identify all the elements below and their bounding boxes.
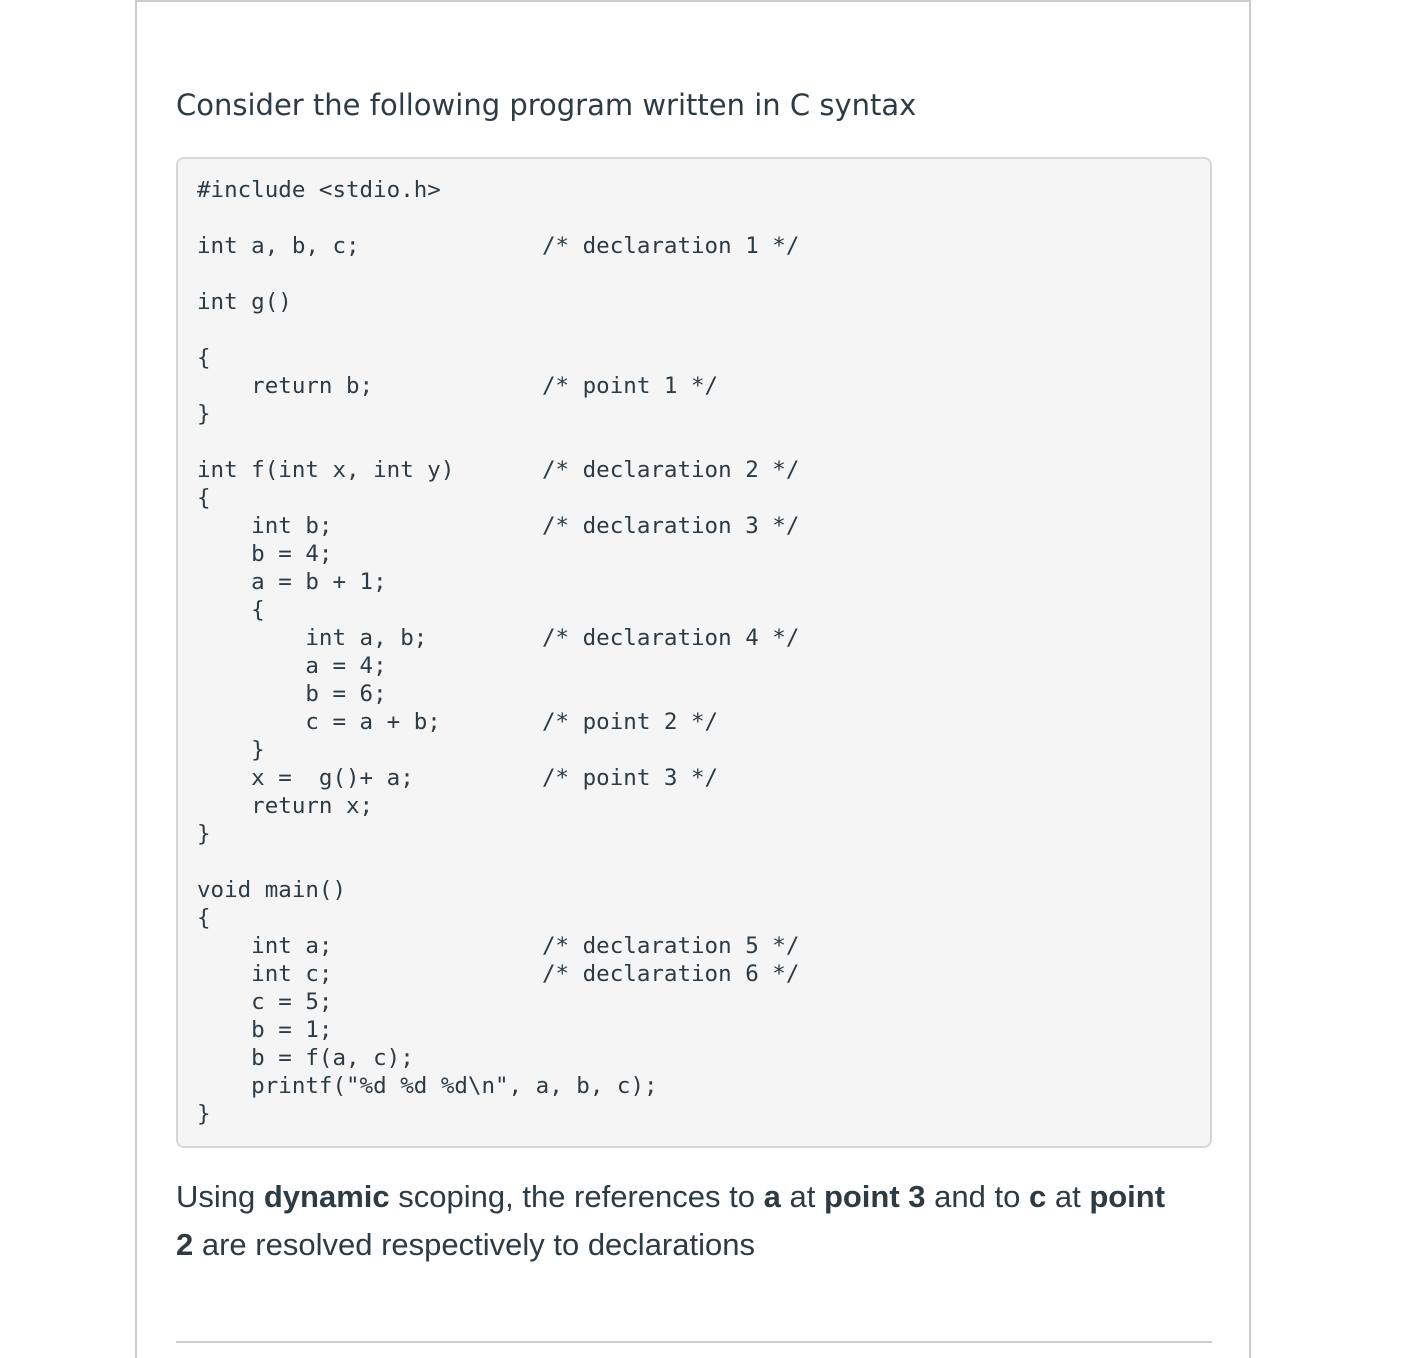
- code-comment: /* declaration 4 */: [542, 625, 800, 651]
- code-line: {: [197, 597, 265, 623]
- code-comment: /* point 2 */: [542, 709, 719, 735]
- code-line: x = g()+ a;: [197, 765, 414, 791]
- code-line: {: [197, 345, 211, 371]
- code-line: b = 1;: [197, 1017, 333, 1043]
- code-line: int g(): [197, 289, 292, 315]
- code-line: }: [197, 401, 211, 427]
- code-line: a = 4;: [197, 653, 387, 679]
- code-line: a = b + 1;: [197, 569, 387, 595]
- question-emphasis: point 3: [823, 1179, 926, 1214]
- code-comment: /* declaration 6 */: [542, 961, 800, 987]
- code-line: #include <stdio.h>: [197, 177, 441, 203]
- code-line: int c;: [197, 961, 333, 987]
- question-part: and to: [925, 1179, 1029, 1214]
- code-line: return b;: [197, 373, 374, 399]
- code-line: int a;: [197, 933, 333, 959]
- code-line: }: [197, 1101, 211, 1127]
- code-line: }: [197, 821, 211, 847]
- section-divider: [176, 1341, 1212, 1343]
- code-line: b = f(a, c);: [197, 1045, 414, 1071]
- code-line: {: [197, 905, 211, 931]
- code-line: }: [197, 737, 265, 763]
- code-line: int a, b;: [197, 625, 428, 651]
- code-line: return x;: [197, 793, 374, 819]
- code-line: c = a + b;: [197, 709, 441, 735]
- code-comment: /* declaration 3 */: [542, 513, 800, 539]
- question-part: Using: [176, 1179, 264, 1214]
- question-part: scoping, the references to: [389, 1179, 764, 1214]
- code-line: b = 4;: [197, 541, 333, 567]
- code-line: void main(): [197, 877, 347, 903]
- question-part: at: [1046, 1179, 1090, 1214]
- code-line: int a, b, c;: [197, 233, 360, 259]
- code-line: c = 5;: [197, 989, 333, 1015]
- question-intro: Consider the following program written in C syntax: [176, 88, 917, 122]
- code-comment: /* declaration 1 */: [542, 233, 800, 259]
- code-line: printf("%d %d %d\n", a, b, c);: [197, 1073, 658, 1099]
- code-line: int f(int x, int y): [197, 457, 455, 483]
- question-emphasis: c: [1028, 1179, 1047, 1214]
- code-comment: /* declaration 5 */: [542, 933, 800, 959]
- code-line: b = 6;: [197, 681, 387, 707]
- question-emphasis: dynamic: [263, 1179, 390, 1214]
- question-emphasis: point 2: [176, 1179, 1166, 1262]
- code-comment: /* declaration 2 */: [542, 457, 800, 483]
- question-part: are resolved respectively to declarations: [193, 1227, 755, 1262]
- question-part: at: [780, 1179, 824, 1214]
- code-comment: /* point 1 */: [542, 373, 719, 399]
- question-text: [176, 1173, 1186, 1269]
- code-line: {: [197, 485, 211, 511]
- question-emphasis: a: [763, 1179, 781, 1214]
- code-comment: /* point 3 */: [542, 765, 719, 791]
- code-line: int b;: [197, 513, 333, 539]
